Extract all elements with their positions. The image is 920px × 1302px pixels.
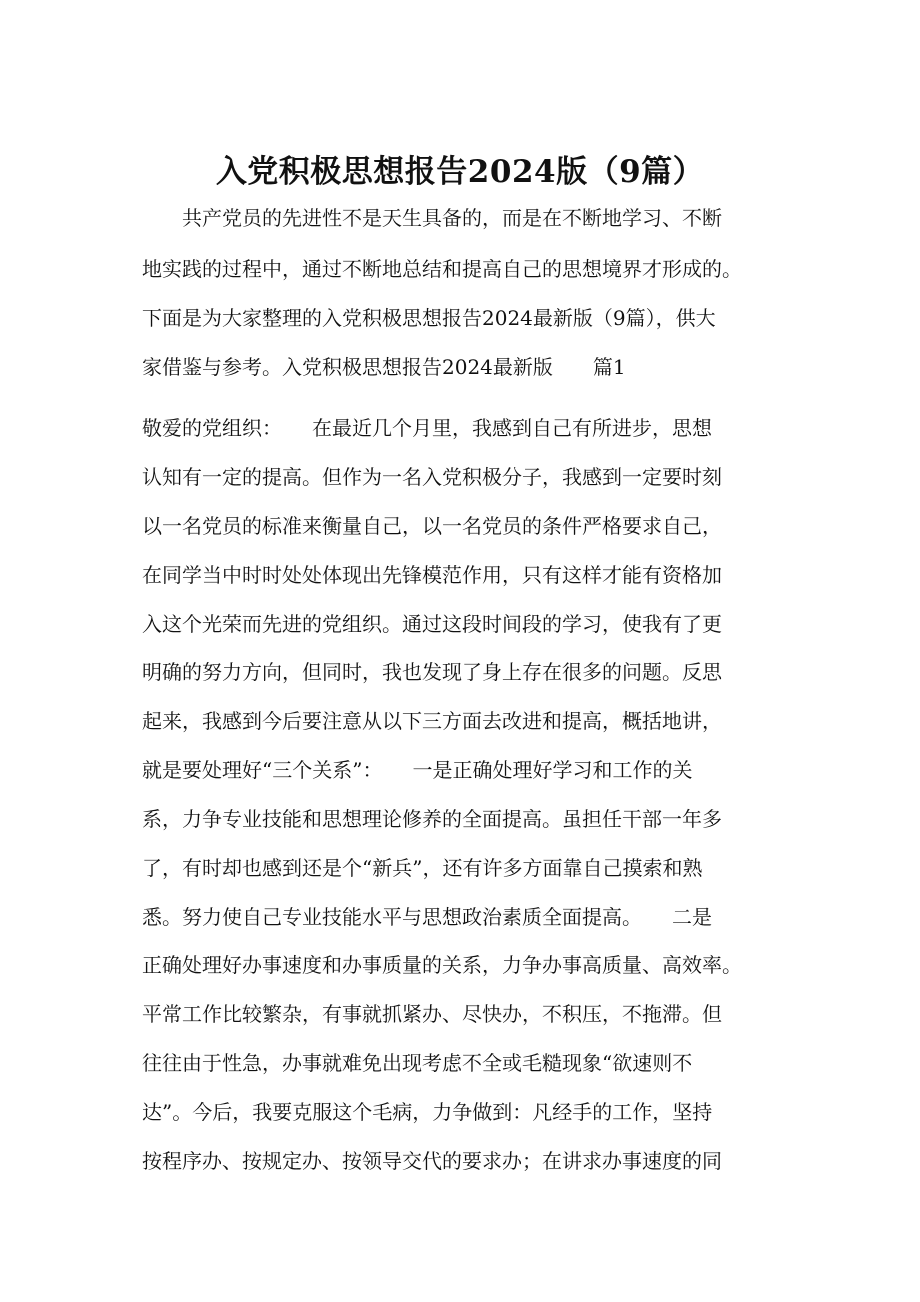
text-line: 悉。努力使自己专业技能水平与思想政治素质全面提高。 二是 bbox=[142, 905, 712, 929]
document-title: 入党积极思想报告2024版（9篇） bbox=[215, 154, 705, 190]
text-line: 认知有一定的提高。但作为一名入党积极分子，我感到一定要时刻 bbox=[142, 465, 722, 489]
text-line: 明确的努力方向，但同时，我也发现了身上存在很多的问题。反思 bbox=[142, 660, 722, 684]
text-line: 以一名党员的标准来衡量自己，以一名党员的条件严格要求自己， bbox=[142, 514, 722, 538]
text-line: 敬爱的党组织： 在最近几个月里，我感到自己有所进步，思想 bbox=[142, 416, 712, 440]
text-line: 系，力争专业技能和思想理论修养的全面提高。虽担任干部一年多 bbox=[142, 807, 722, 831]
text-line: 在同学当中时时处处体现出先锋模范作用，只有这样才能有资格加 bbox=[142, 563, 722, 587]
text-line: 正确处理好办事速度和办事质量的关系，力争办事高质量、高效率。 bbox=[142, 953, 742, 977]
text-line: 按程序办、按规定办、按领导交代的要求办；在讲求办事速度的同 bbox=[142, 1149, 722, 1173]
text-line: 就是要处理好“三个关系”： 一是正确处理好学习和工作的关 bbox=[142, 758, 693, 782]
text-line: 平常工作比较繁杂，有事就抓紧办、尽快办，不积压，不拖滞。但 bbox=[142, 1002, 722, 1026]
text-line: 家借鉴与参考。入党积极思想报告2024最新版 篇1 bbox=[142, 355, 626, 379]
text-line: 下面是为大家整理的入党积极思想报告2024最新版（9篇），供大 bbox=[142, 306, 716, 330]
text-line: 往往由于性急，办事就难免出现考虑不全或毛糙现象“欲速则不 bbox=[142, 1051, 693, 1075]
text-line: 了，有时却也感到还是个“新兵”，还有许多方面靠自己摸索和熟 bbox=[142, 856, 703, 880]
text-line: 地实践的过程中，通过不断地总结和提高自己的思想境界才形成的。 bbox=[142, 257, 742, 281]
text-line: 起来，我感到今后要注意从以下三方面去改进和提高，概括地讲， bbox=[142, 709, 722, 733]
text-line: 入这个光荣而先进的党组织。通过这段时间段的学习，使我有了更 bbox=[142, 612, 722, 636]
text-line: 共产党员的先进性不是天生具备的，而是在不断地学习、不断 bbox=[142, 206, 722, 230]
text-line: 达”。今后，我要克服这个毛病，力争做到：凡经手的工作，坚持 bbox=[142, 1100, 713, 1124]
